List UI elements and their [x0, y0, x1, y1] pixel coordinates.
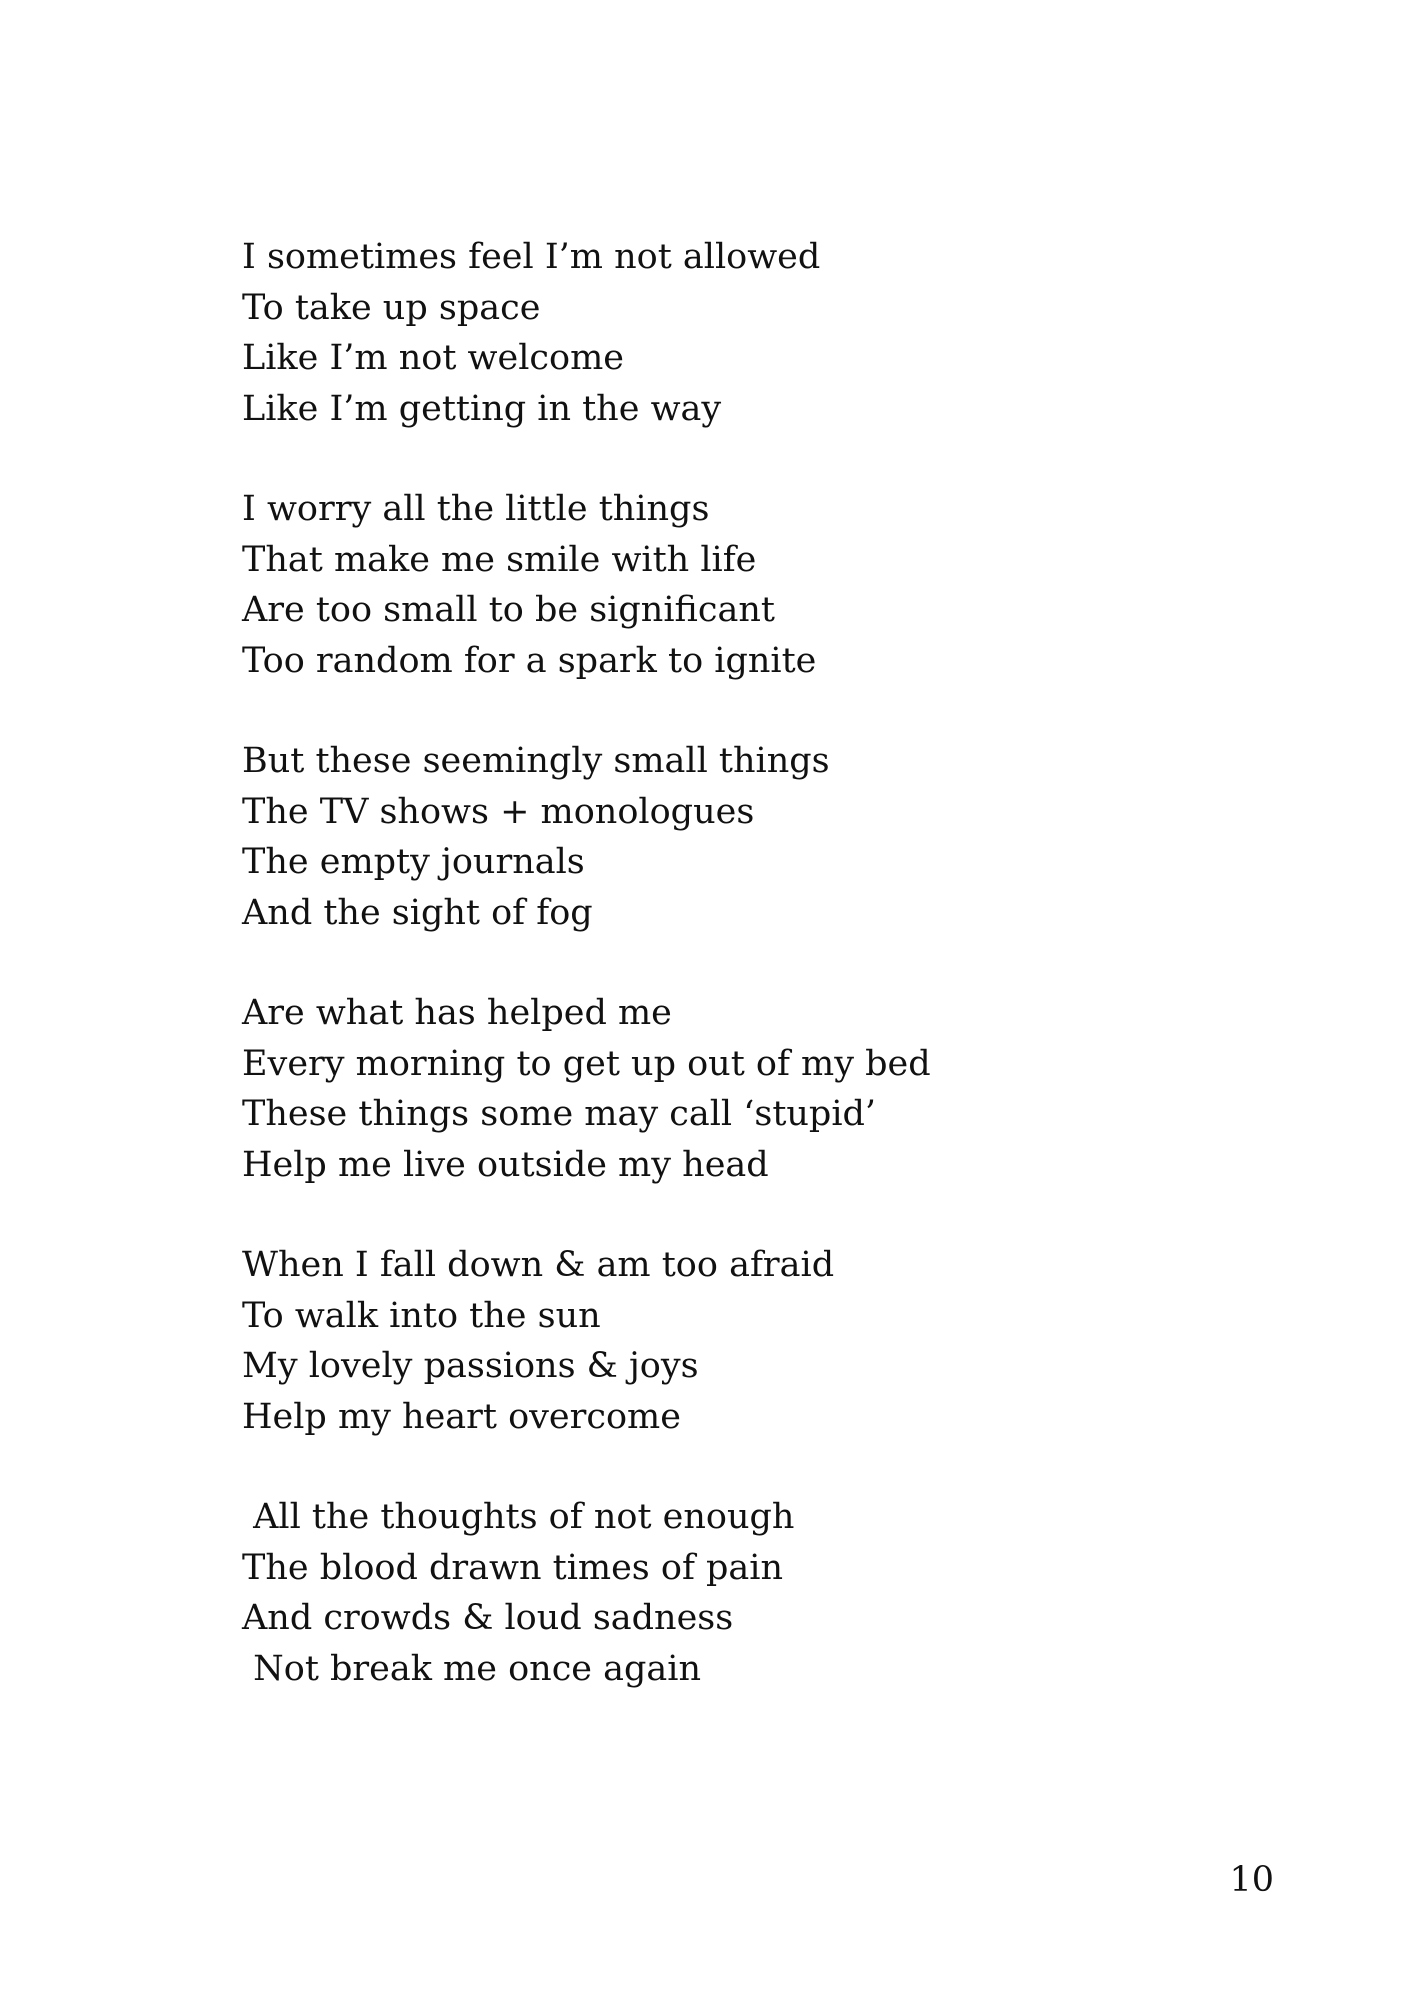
poem-line: To take up space [242, 287, 541, 328]
poem-line: Like I’m getting in the way [242, 388, 722, 429]
poem-line: My lovely passions & joys [242, 1346, 699, 1386]
poem-line: Help my heart overcome [242, 1396, 681, 1437]
poem-line: Every morning to get up out of my bed [242, 1043, 931, 1084]
poem-line: The empty journals [242, 842, 585, 882]
poem-line: The blood drawn times of pain [242, 1547, 784, 1588]
poem-line: And the sight of fog [242, 892, 593, 933]
page-number: 10 [1229, 1860, 1274, 1900]
poem-line: Not break me once again [242, 1648, 702, 1689]
poem-line: Are too small to be significant [242, 590, 775, 630]
poem-line: These things some may call ‘stupid’ [242, 1094, 877, 1134]
poem-line: Help me live outside my head [242, 1144, 769, 1185]
stanza-6 [242, 1492, 1242, 1694]
poem-line: When I fall down & am too afraid [242, 1245, 835, 1285]
poem-line: That make me smile with life [242, 539, 757, 580]
poem-line: Like I’m not welcome [242, 338, 624, 378]
poem-line: The TV shows + monologues [242, 791, 755, 832]
stanza-5 [242, 1240, 1242, 1442]
poem-line: Are what has helped me [242, 993, 672, 1033]
stanza-4 [242, 988, 1242, 1190]
poem-line: I worry all the little things [242, 489, 710, 529]
poem-line: Too random for a spark to ignite [242, 640, 817, 681]
poem-line: To walk into the sun [242, 1295, 601, 1336]
stanza-3 [242, 736, 1242, 938]
poem-body [242, 232, 1242, 1744]
poem-line: I sometimes feel I’m not allowed [242, 237, 821, 277]
poem-line: And crowds & loud sadness [242, 1598, 734, 1638]
stanza-1 [242, 232, 1242, 434]
poem-line: All the thoughts of not enough [242, 1497, 795, 1537]
poem-line: But these seemingly small things [242, 741, 830, 781]
stanza-2 [242, 484, 1242, 686]
